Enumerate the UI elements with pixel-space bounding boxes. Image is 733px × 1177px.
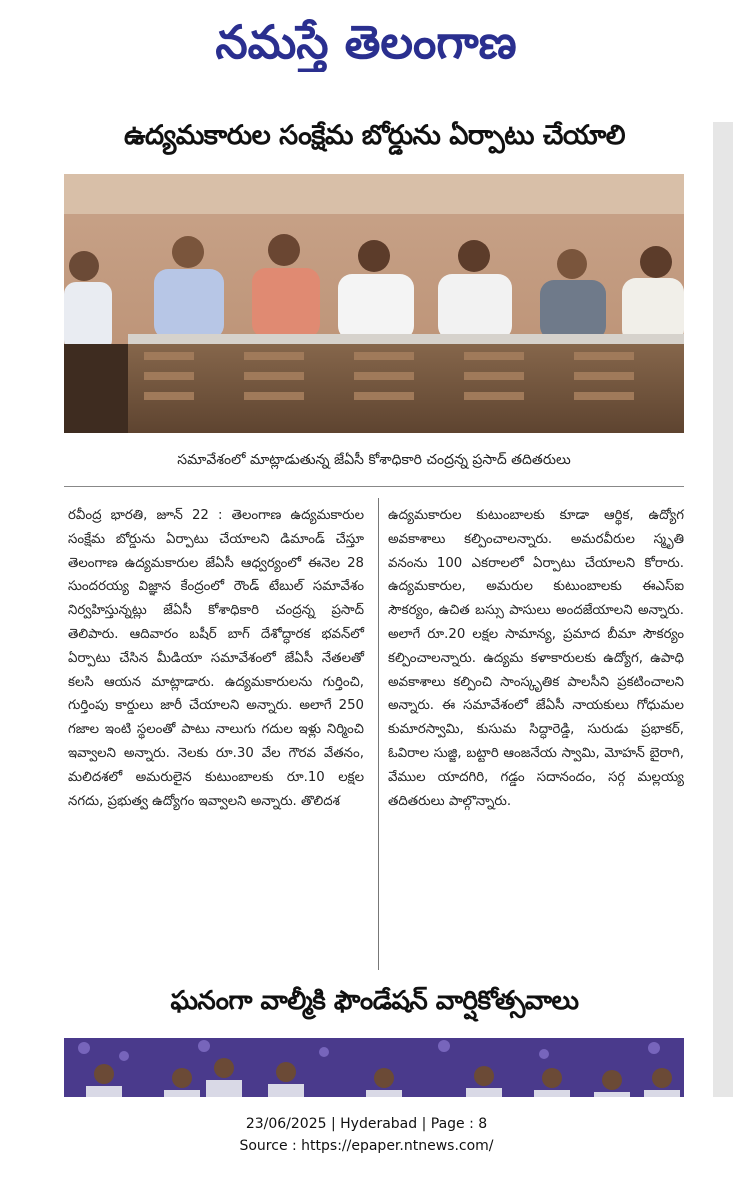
second-article-headline: ఘనంగా వాల్మీకి ఫౌండేషన్ వార్షికోత్సవాలు bbox=[170, 986, 579, 1016]
footer-source[interactable]: Source : https://epaper.ntnews.com/ bbox=[239, 1138, 494, 1154]
event-photo bbox=[64, 1038, 684, 1097]
column-divider bbox=[378, 498, 379, 970]
page-footer bbox=[0, 1113, 733, 1157]
caption-divider bbox=[64, 486, 684, 487]
page-edge-strip bbox=[713, 122, 733, 1097]
photo-caption: సమావేశంలో మాట్లాడుతున్న జేఏసీ కోశాధికారి చంద్రన్న ప్రసాద్ తదితరులు bbox=[177, 452, 571, 468]
footer-city: Hyderabad bbox=[340, 1116, 418, 1132]
footer-separator: | bbox=[421, 1116, 431, 1132]
masthead-logo bbox=[0, 0, 733, 72]
article-column-right: ఉద్యమకారుల కుటుంబాలకు కూడా ఆర్థిక, ఉద్యోగ అవకాశాలు కల్పించాలన్నారు. అమరవీరుల స్మృతి వనంను 100 ఎకరాలలో ఏర్పాటు చేయాలని కోరారు. ఉద్యమకారుల, అమరుల కుటుంబాలకు ఈఎస్ఐ సౌకర్యం, ఉచిత బస్సు పాసులు అందజేయాలని అన్నారు. అలాగే రూ.20 లక్షల సామాన్య, ప్రమాద బీమా సౌకర్యం కల్పించాలన్నారు. ఉద్యమ కళాకారులకు ఉద్యోగ, ఉపాధి అవకాశాలు కల్పించి సాంస్కృతిక పాలసీని ప్రకటించాలని అన్నారు. ఈ సమావేశంలో జేఏసీ నాయకులు గోధుమల కుమారస్వామి, కుసుమ సిద్ధారెడ్డి, సురుడు ప్రభాకర్, ఓవిరాల సుజ్జి, బట్టారి ఆంజనేయ స్వామి, మోహన్ బైరాగి, వేముల యాదగిరి, గడ్డం సదానందం, సర్గ మల్లయ్య తదితరులు పాల్గొన్నారు. bbox=[388, 508, 684, 809]
footer-separator: | bbox=[330, 1116, 341, 1132]
meeting-photo bbox=[64, 174, 684, 433]
footer-page: Page : 8 bbox=[430, 1116, 488, 1132]
footer-meta-line bbox=[0, 1113, 733, 1135]
masthead bbox=[0, 0, 733, 72]
footer-date: 23/06/2025 bbox=[245, 1116, 327, 1132]
article-column-left: రవీంద్ర భారతి, జూన్ 22 : తెలంగాణ ఉద్యమకారుల సంక్షేమ బోర్డును ఏర్పాటు చేయాలని డిమాండ్ చేస్తూ తెలంగాణ ఉద్యమకారుల జేఏసీ ఆధ్వర్యంలో ఈనెల 28 సుందరయ్య విజ్ఞాన కేంద్రంలో రౌండ్ టేబుల్ సమావేశం నిర్వహిస్తున్నట్లు జేఏసీ కోశాధికారి చంద్రన్న ప్రసాద్ తెలిపారు. ఆదివారం బషీర్ బాగ్ దేశోద్ధారక భవన్‌లో ఏర్పాటు చేసిన మీడియా సమావేశంలో జేఏసీ నేతలతో కలసి ఆయన మాట్లాడారు. ఉద్యమకారులను గుర్తించి, గుర్తింపు కార్డులు జారీ చేయాలని అన్నారు. అలాగే 250 గజాల ఇంటి స్థలంతో పాటు నాలుగు గదుల ఇళ్లు నిర్మించి ఇవ్వాలని అన్నారు. నెలకు రూ.30 వేల గౌరవ వేతనం, మలిదశలో అమరులైన కుటుంబాలకు రూ.10 లక్షల నగదు, ప్రభుత్వ ఉద్యోగం ఇవ్వాలని అన్నారు. తొలిదశ bbox=[68, 508, 364, 809]
article-headline: ఉద్యమకారుల సంక్షేమ బోర్డును ఏర్పాటు చేయాలి bbox=[123, 120, 626, 151]
masthead-title: నమస్తే తెలంగాణ bbox=[215, 15, 517, 69]
